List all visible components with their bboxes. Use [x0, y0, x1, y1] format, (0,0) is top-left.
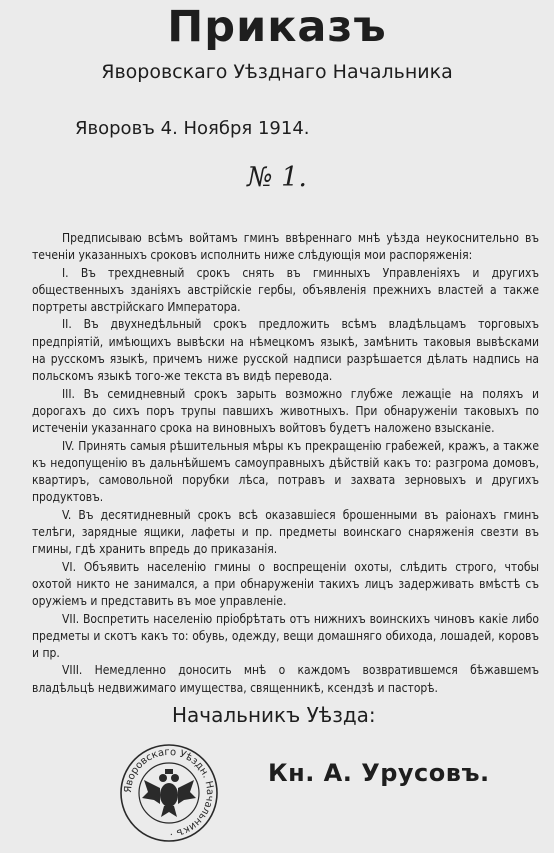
- intro-paragraph: Предписываю всѣмъ войтамъ гминъ ввѣреннаго мнѣ уѣзда неукоснительно въ теченіи указанныхъ сроковъ исполнить ниже слѣдующія мои распоряженія:: [32, 231, 539, 263]
- document-title: Приказъ: [167, 2, 387, 52]
- official-stamp: [114, 742, 224, 844]
- clause-4: IV. Принять самыя рѣшительныя мѣры къ прекращенію грабежей, кражъ, а также къ недопущенію въ дальнѣйшемъ самоуправныхъ дѣйствій какъ то: разгрома домовъ, квартиръ, самовольной порубки лѣса, потравъ и захвата зерновыхъ и другихъ продуктовъ.: [32, 438, 539, 505]
- clause-6: VI. Объявить населенію гмины о воспрещеніи охоты, слѣдить строго, чтобы охотой никто не занимался, а при обнаруженіи такихъ лицъ задерживать вмѣстѣ съ оружіемъ и представить въ мое управленіе.: [32, 559, 539, 609]
- clause-7: VII. Воспретить населенію пріобрѣтать отъ нижнихъ воинскихъ чиновъ какіе либо предметы и скотъ какъ то: обувь, одежду, вещи домашняго обихода, лошадей, коровъ и пр.: [32, 611, 539, 661]
- signature-name: Кн. А. Урусовъ.: [268, 759, 490, 787]
- clause-3: III. Въ семидневный срокъ зарыть возможно глубже лежащіе на поляхъ и дорогахъ до сихъ поръ трупы павшихъ животныхъ. При обнаруженіи таковыхъ по истеченіи указаннаго срока на виновныхъ войтовъ будетъ наложено взысканіе.: [32, 386, 539, 436]
- clause-8: VIII. Немедленно доносить мнѣ о каждомъ возвратившемся бѣжавшемъ владѣльцѣ недвижимаго имущества, священникѣ, ксендзѣ и пасторѣ.: [32, 663, 539, 695]
- order-number: № 1.: [247, 162, 307, 193]
- order-body: [32, 230, 539, 697]
- document-subtitle: Яворовскаго Уѣзднаго Начальника: [101, 61, 453, 83]
- clause-5: V. Въ десятидневный срокъ всѣ оказавшіеся брошенными въ раіонахъ гминъ телѣги, зарядные ящики, лафеты и пр. предметы воинскаго снаряженія свезти въ гмины, гдѣ хранить впредь до приказанія.: [32, 507, 539, 557]
- double-eagle-emblem: [142, 769, 196, 817]
- clause-1: I. Въ трехдневный срокъ снять въ гминныхъ Управленіяхъ и другихъ общественныхъ зданіяхъ австрійскіе гербы, объявленія прежнихъ властей а также портреты австрійскаго Императора.: [32, 265, 539, 315]
- stamp-text: Яворовскаго Уѣздн. Начальникъ ·: [122, 746, 216, 840]
- dateline: Яворовъ 4. Ноября 1914.: [75, 118, 310, 139]
- signature-title: Начальникъ Уѣзда:: [172, 703, 376, 727]
- clause-2: II. Въ двухнедѣльный срокъ предложить всѣмъ владѣльцамъ торговыхъ предпріятій, имѣющихъ вывѣски на нѣмецкомъ языкѣ, замѣнить таковыя вывѣсками на русскомъ языкѣ, причемъ ниже русской надписи разрѣшается дѣлать надпись на польскомъ языкѣ того-же текста въ видѣ перевода.: [32, 317, 539, 384]
